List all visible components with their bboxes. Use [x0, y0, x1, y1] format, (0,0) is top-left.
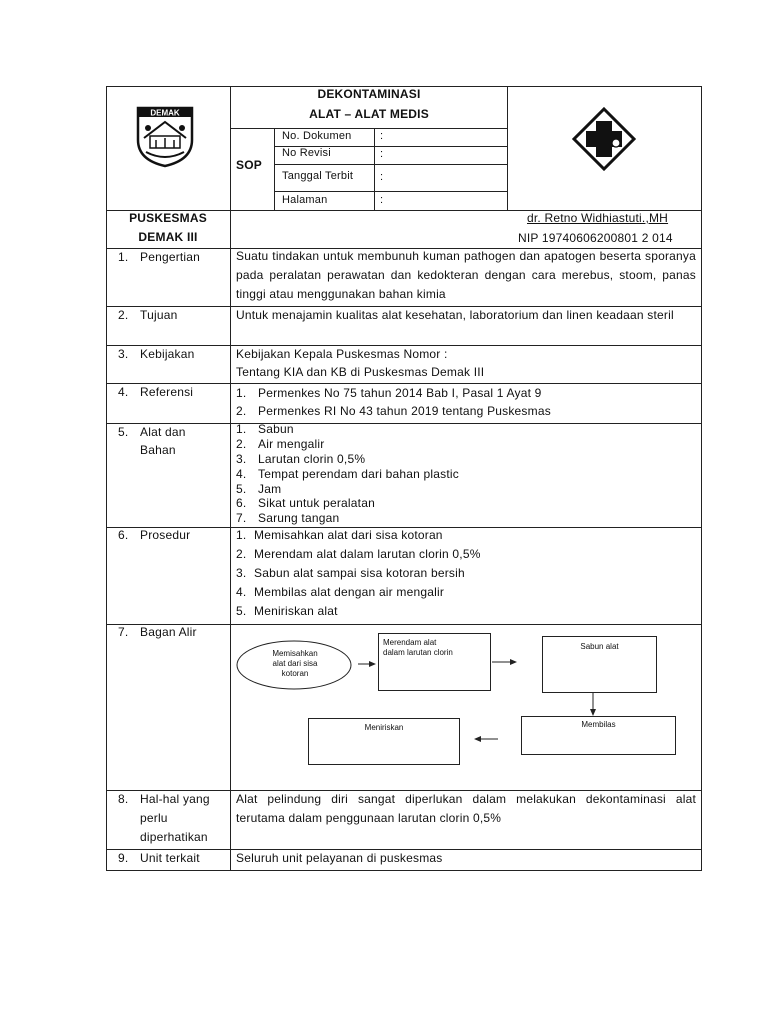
flow-step-meniriskan: [308, 718, 460, 765]
flow-text: Meniriskan: [364, 723, 404, 732]
row-text-pengertian: Suatu tindakan untuk membunuh kuman pathogen dan apatogen beserta sporanya pada peralatan perawatan dan kedokteran dengan cara merebus, stoom, panas tinggi atau menggunakan bahan kimia: [236, 249, 696, 301]
list-number: 1.: [236, 528, 247, 542]
row-label: Referensi: [140, 385, 194, 399]
row-label: Bagan Alir: [140, 625, 197, 639]
list-number: 3.: [236, 566, 247, 580]
row-number: 2.: [118, 308, 129, 322]
list-number: 5.: [236, 482, 247, 496]
row-label: diperhatikan: [140, 830, 208, 844]
row-text-tujuan: Untuk menajamin kualitas alat kesehatan, laboratorium dan linen keadaan steril: [236, 308, 674, 322]
list-number: 1.: [236, 422, 247, 436]
row-number: 4.: [118, 385, 129, 399]
row-number: 7.: [118, 625, 129, 639]
signer-name: dr. Retno Widhiastuti.,MH: [527, 211, 669, 225]
list-item: Sikat untuk peralatan: [258, 496, 375, 510]
doc-field-label: No Revisi: [282, 147, 331, 159]
doc-field-sep: :: [380, 171, 384, 183]
org-name-line2: DEMAK III: [138, 230, 198, 244]
list-number: 4.: [236, 467, 247, 481]
flow-step-membilas: [521, 716, 676, 755]
flow-text: Membilas: [581, 720, 616, 729]
list-item: Sabun: [258, 422, 294, 436]
row-label: Pengertian: [140, 250, 201, 264]
list-item: Jam: [258, 482, 282, 496]
list-item: Memisahkan alat dari sisa kotoran: [254, 528, 443, 542]
org-name-line1: PUSKESMAS: [129, 211, 207, 225]
kebijakan-line1: Kebijakan Kepala Puskesmas Nomor :: [236, 347, 448, 361]
list-number: 3.: [236, 452, 247, 466]
signer-nip: NIP 19740606200801 2 014: [518, 231, 673, 245]
list-item: Larutan clorin 0,5%: [258, 452, 366, 466]
flow-text: Merendam alat: [383, 638, 437, 647]
row-label: Alat dan: [140, 425, 186, 439]
list-number: 4.: [236, 585, 247, 599]
list-item: Merendam alat dalam larutan clorin 0,5%: [254, 547, 481, 561]
doc-field-label: Halaman: [282, 194, 328, 206]
list-number: 5.: [236, 604, 247, 618]
row-label: perlu: [140, 811, 168, 825]
doc-field-sep: :: [380, 194, 384, 206]
list-item: Membilas alat dengan air mengalir: [254, 585, 445, 599]
row-text-unit: Seluruh unit pelayanan di puskesmas: [236, 851, 443, 865]
demak-crest-icon: [134, 104, 196, 168]
row-number: 5.: [118, 425, 129, 439]
row-text-perhatian: Alat pelindung diri sangat diperlukan dalam melakukan dekontaminasi alat terutama dalam penggunaan larutan clorin 0,5%: [236, 792, 696, 825]
doc-field-sep: :: [380, 148, 384, 160]
row-number: 6.: [118, 528, 129, 542]
puskesmas-logo-icon: [572, 107, 636, 171]
list-number: 2.: [236, 404, 247, 418]
doc-field-label: No. Dokumen: [282, 130, 352, 142]
flow-text: Sabun alat: [580, 642, 619, 651]
doc-field-sep: :: [380, 130, 384, 142]
kebijakan-line2: Tentang KIA dan KB di Puskesmas Demak III: [236, 365, 485, 379]
list-number: 1.: [236, 386, 247, 400]
flow-step-memisahkan: Memisahkan alat dari sisa kotoran: [272, 649, 318, 678]
list-number: 6.: [236, 496, 247, 510]
row-number: 9.: [118, 851, 129, 865]
row-number: 1.: [118, 250, 129, 264]
row-label: Bahan: [140, 443, 176, 457]
list-item: Air mengalir: [258, 437, 325, 451]
sop-label: SOP: [236, 158, 262, 172]
row-number: 3.: [118, 347, 129, 361]
row-label: Kebijakan: [140, 347, 195, 361]
list-item: Permenkes No 75 tahun 2014 Bab I, Pasal 1 Ayat 9: [258, 386, 542, 400]
crest-logo-text: DEMAK: [150, 108, 180, 118]
list-item: Sabun alat sampai sisa kotoran bersih: [254, 566, 465, 580]
doc-field-label: Tanggal Terbit: [282, 170, 354, 182]
list-number: 2.: [236, 437, 247, 451]
list-number: 2.: [236, 547, 247, 561]
row-label: Prosedur: [140, 528, 191, 542]
list-item: Sarung tangan: [258, 511, 340, 525]
row-label: Hal-hal yang: [140, 792, 210, 806]
list-item: Tempat perendam dari bahan plastic: [258, 467, 459, 481]
flow-step-sabun: [542, 636, 657, 693]
flow-text: dalam larutan clorin: [383, 648, 453, 657]
list-number: 7.: [236, 511, 247, 525]
sop-title-line2: ALAT – ALAT MEDIS: [309, 107, 429, 121]
flow-step-merendam: [378, 633, 491, 691]
row-label: Tujuan: [140, 308, 178, 322]
sop-title-line1: DEKONTAMINASI: [317, 87, 421, 101]
list-item: Meniriskan alat: [254, 604, 338, 618]
row-number: 8.: [118, 792, 129, 806]
row-label: Unit terkait: [140, 851, 200, 865]
list-item: Permenkes RI No 43 tahun 2019 tentang Puskesmas: [258, 404, 551, 418]
